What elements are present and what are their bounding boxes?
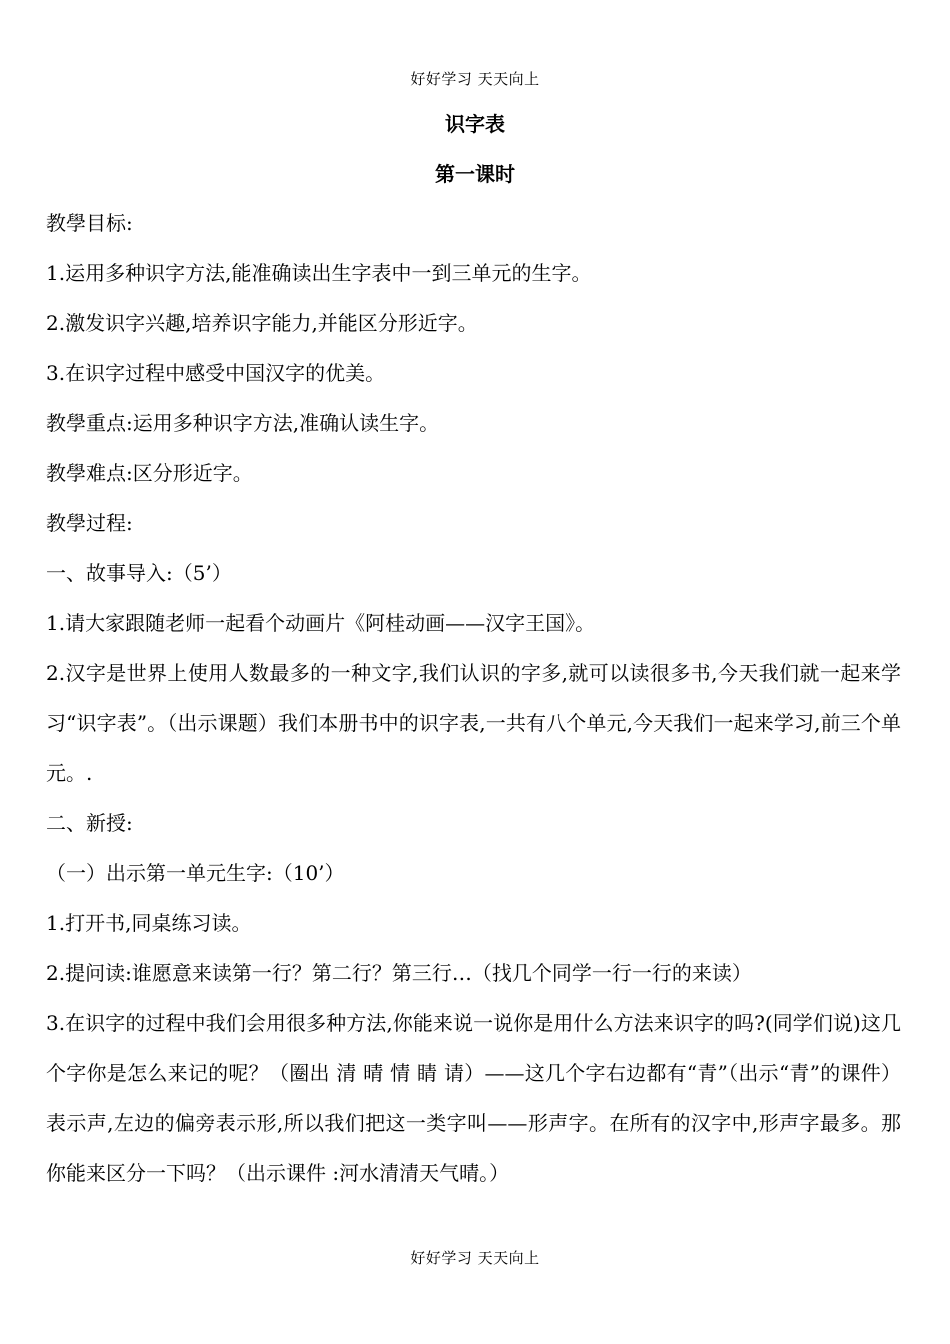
step-1-2-paragraph: 2.汉字是世界上使用人数最多的一种文字,我们认识的字多,就可以读很多书,今天我们就一起来学习“识字表”。（出示课题）我们本册书中的识字表,一共有八个单元,今天我们一起来学习,前三个单元。. <box>46 661 901 785</box>
step-2-2: 2.提问读:谁愿意来读第一行？第二行？第三行…（找几个同学一行一行的来读） <box>46 961 752 985</box>
key-point: 教學重点:运用多种识字方法,准确认读生字。 <box>46 411 440 435</box>
document-body <box>46 198 901 1198</box>
section-1-heading: 一、故事导入:（5’） <box>46 561 232 585</box>
objective-2: 2.激发识字兴趣,培养识字能力,并能区分形近字。 <box>46 311 478 335</box>
step-2-1: 1.打开书,同桌练习读。 <box>46 911 252 935</box>
lesson-subtitle: 第一课时 <box>435 162 515 186</box>
difficult-point: 教學难点:区分形近字。 <box>46 461 253 485</box>
page-footer: 好好学习 天天向上 <box>410 1249 540 1267</box>
subsection-1-heading: （一）出示第一单元生字:（10’） <box>46 861 345 885</box>
objective-3: 3.在识字过程中感受中国汉字的优美。 <box>46 361 386 385</box>
page-header: 好好学习 天天向上 <box>410 70 540 88</box>
objectives-heading: 教學目标: <box>46 211 133 235</box>
document-title: 识字表 <box>445 112 505 136</box>
process-heading: 教學过程: <box>46 511 133 535</box>
section-2-heading: 二、新授: <box>46 811 133 835</box>
step-2-3-paragraph: 3.在识字的过程中我们会用很多种方法,你能来说一说你是用什么方法来识字的吗?(同学们说)这几个字你是怎么来记的呢？（圈出 清 晴 情 睛 请）——这几个字右边都有“青”（出示“青”的课件）表示声,左边的偏旁表示形,所以我们把这一类字叫——形声字。在所有的汉字中,形声字最多。那你能来区分一下吗？（出示课件 :河水清清天气晴。） <box>46 1011 901 1185</box>
objective-1: 1.运用多种识字方法,能准确读出生字表中一到三单元的生字。 <box>46 261 592 285</box>
step-1-1: 1.请大家跟随老师一起看个动画片《阿桂动画——汉字王国》。 <box>46 611 596 635</box>
